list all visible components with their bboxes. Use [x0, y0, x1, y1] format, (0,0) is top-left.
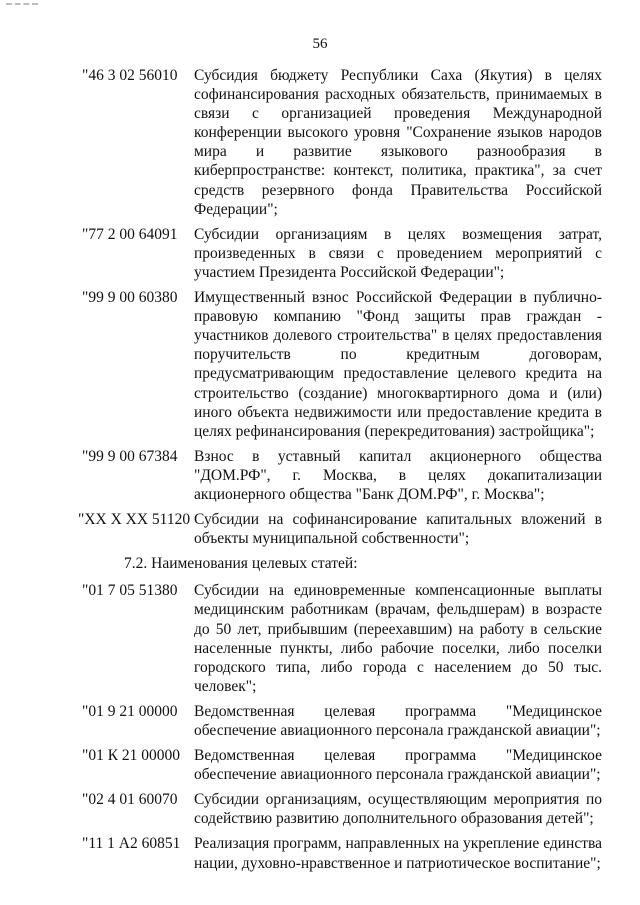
section-heading: 7.2. Наименования целевых статей:: [124, 555, 358, 573]
entry-description: Субсидии организациям, осуществляющим мероприятия по содействию развитию дополнительного образования детей";: [194, 791, 602, 828]
entry-description: Имущественный взнос Российской Федерации в публично-правовую компанию "Фонд защиты прав граждан - участников долевого строительства" в целях предоставления поручительств по кредитным договорам, предусматривающим предоставление целевого кредита на строительство (создание) многоквартирного дома и (или) иного объекта недвижимости или предоставление кредита в целях рефинансирования (перекредитования) застройщика";: [194, 289, 602, 440]
page-number: 56: [312, 36, 328, 52]
entry-description: Реализация программ, направленных на укрепление единства нации, духовно-нравственное и патриотическое воспитание";: [194, 835, 602, 872]
entry-code: "01 9 21 00000: [82, 702, 178, 720]
entry-code: "11 1 А2 60851: [82, 835, 181, 853]
budget-entry: [82, 66, 602, 219]
budget-entry: [82, 746, 602, 784]
document-body: [78, 66, 602, 879]
budget-entry: [82, 225, 602, 282]
entry-code: "99 9 00 67384: [82, 447, 178, 465]
budget-entry: [82, 581, 602, 696]
entry-description: Субсидии организациям в целях возмещения затрат, произведенных в связи с проведением мероприятий с участием Президента Российской Федерации";: [194, 225, 602, 281]
entry-code: "99 9 00 60380: [82, 289, 178, 307]
entry-description: Взнос в уставный капитал акционерного общества "ДОМ.РФ", г. Москва, в целях докапитализации акционерного общества "Банк ДОМ.РФ", г. Москва";: [194, 447, 602, 503]
entry-description: Ведомственная целевая программа "Медицинское обеспечение авиационного персонала гражданской авиации";: [194, 747, 602, 784]
budget-entry: [78, 510, 602, 548]
scan-margin-mark: [6, 3, 38, 7]
entry-code: "01 К 21 00000: [82, 747, 181, 765]
budget-entry: [82, 702, 602, 740]
entry-description: Субсидия бюджету Республики Саха (Якутия) в целях софинансирования расходных обязательств, принимаемых в связи с организацией проведения Международной конференции высокого уровня "Сохранение языков народов мира и развитие языкового разнообразия в киберпространстве: контекст, политика, практика", за счет средств резервного фонда Правительства Российской Федерации";: [194, 67, 602, 218]
entry-code: "ХХ Х ХХ 51120: [78, 511, 191, 529]
entry-description: Субсидии на софинансирование капитальных вложений в объекты муниципальной собственности";: [194, 511, 602, 548]
budget-entry: [82, 288, 602, 441]
entry-description: Субсидии на единовременные компенсационные выплаты медицинским работникам (врачам, фельдшерам) в возрасте до 50 лет, прибывшим (переехавшим) на работу в сельские населенные пункты, либо рабочие поселки, либо поселки городского типа, либо города с населением до 50 тыс. человек";: [194, 582, 602, 695]
entry-code: "77 2 00 64091: [82, 225, 178, 243]
budget-entry: [82, 790, 602, 828]
entry-code: "02 4 01 60070: [82, 791, 178, 809]
entry-description: Ведомственная целевая программа "Медицинское обеспечение авиационного персонала гражданской авиации";: [194, 702, 602, 739]
budget-entry: [82, 447, 602, 504]
entry-code: "46 3 02 56010: [82, 67, 178, 84]
entry-code: "01 7 05 51380: [82, 582, 178, 600]
budget-entry: [82, 834, 602, 872]
